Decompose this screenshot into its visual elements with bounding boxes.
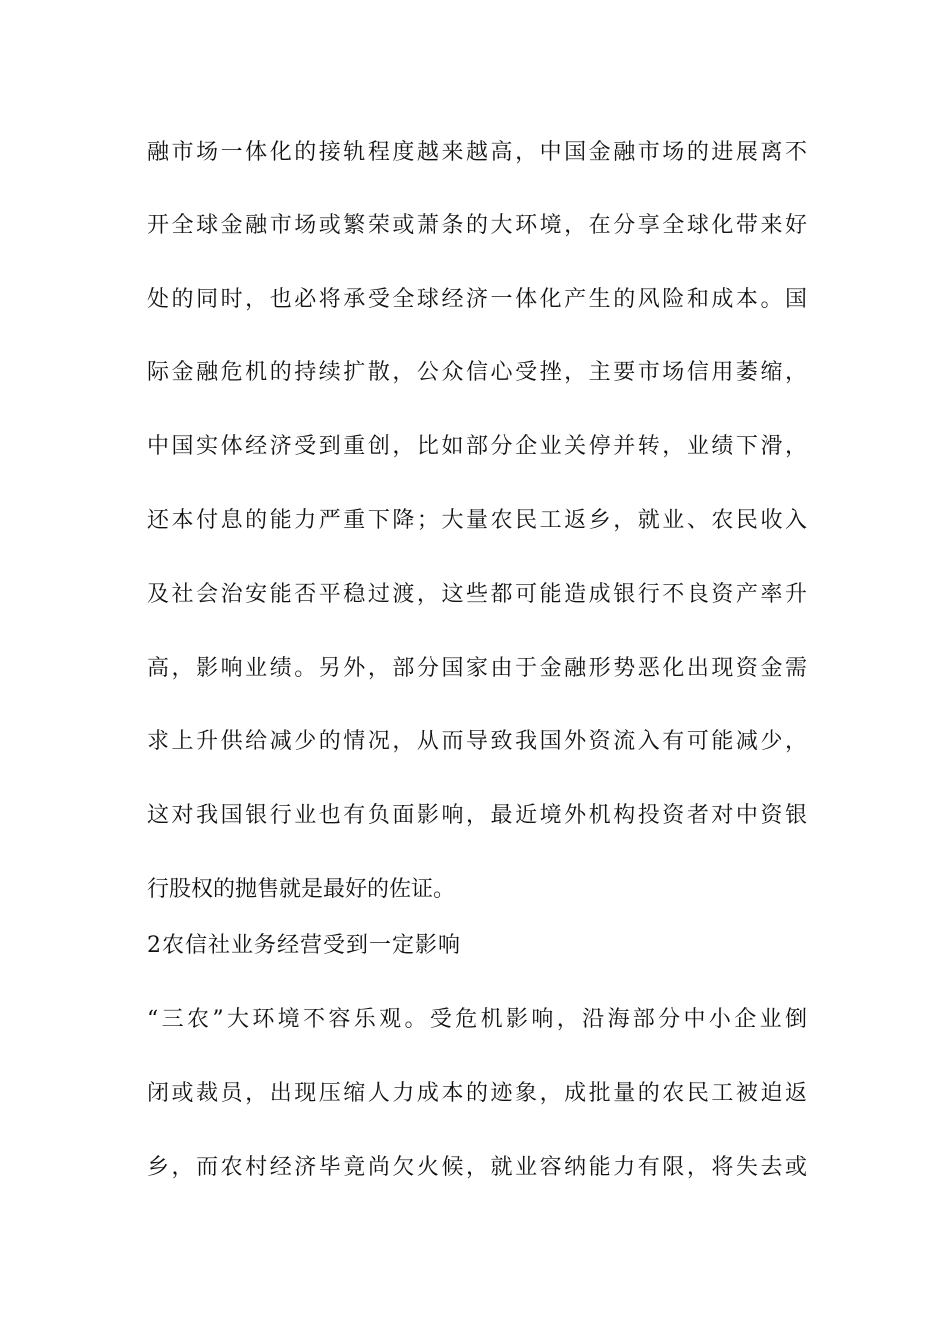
paragraph-1-line-2: 开全球金融市场或繁荣或萧条的大环境，在分享全球化带来好 [147,213,807,238]
paragraph-1-line-7: 及社会治安能否平稳过渡，这些都可能造成银行不良资产率升 [147,582,807,607]
paragraph-1-line-5: 中国实体经济受到重创，比如部分企业关停并转，业绩下滑， [147,434,807,459]
paragraph-2-line-1: “三农”大环境不容乐观。受危机影响，沿海部分中小企业倒 [147,1007,807,1032]
paragraph-1-line-10: 这对我国银行业也有负面影响，最近境外机构投资者对中资银 [147,803,807,828]
paragraph-2-line-3: 乡，而农村经济毕竟尚欠火候，就业容纳能力有限，将失去或 [147,1155,807,1180]
paragraph-1-line-6: 还本付息的能力严重下降；大量农民工返乡，就业、农民收入 [147,508,807,533]
paragraph-1-line-8: 高，影响业绩。另外，部分国家由于金融形势恶化出现资金需 [147,656,807,681]
paragraph-1-line-9: 求上升供给减少的情况，从而导致我国外资流入有可能减少， [147,729,807,754]
paragraph-2-line-2: 闭或裁员，出现压缩人力成本的迹象，成批量的农民工被迫返 [147,1081,807,1106]
paragraph-1-line-11: 行股权的抛售就是最好的佐证。 [147,877,456,902]
paragraph-1-line-3: 处的同时，也必将承受全球经济一体化产生的风险和成本。国 [147,287,807,312]
paragraph-1-line-4: 际金融危机的持续扩散，公众信心受挫，主要市场信用萎缩， [147,360,807,385]
section-heading: 2农信社业务经营受到一定影响 [147,933,461,958]
paragraph-1-line-1: 融市场一体化的接轨程度越来越高，中国金融市场的进展离不 [147,140,807,165]
